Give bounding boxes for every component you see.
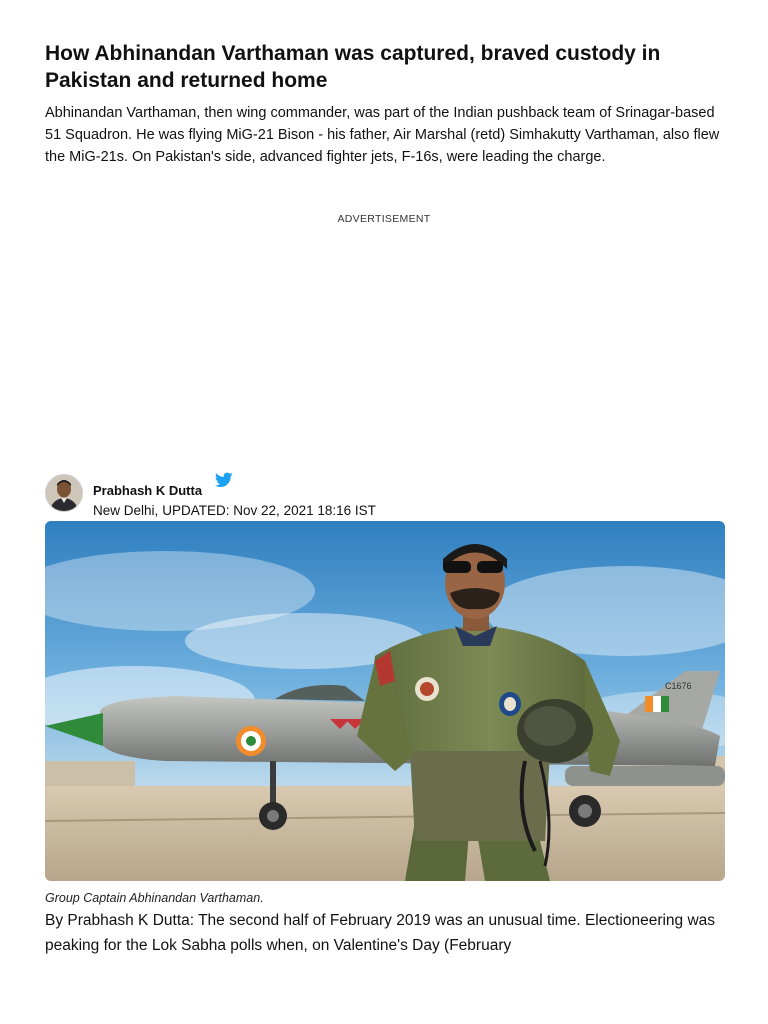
article-header	[45, 40, 725, 168]
byline	[45, 472, 725, 522]
author-avatar-image	[46, 475, 82, 511]
dateline	[93, 503, 380, 518]
article-body-paragraph: By Prabhash K Dutta: The second half of February 2019 was an unusual time. Electioneering was peaking for the Lok Sabha polls when, on Valentine's Day (February	[45, 912, 716, 954]
article-headline: How Abhinandan Varthaman was captured, braved custody in Pakistan and returned home	[45, 42, 661, 92]
article-summary: Abhinandan Varthaman, then wing commander, was part of the Indian pushback team of Srinagar-based 51 Squadron. He was flying MiG-21 Bison - his father, Air Marshal (retd) Simhakutty Varthaman, also flew the MiG-21s. On Pakistan's side, advanced fighter jets, F-16s, were leading the charge.	[45, 105, 720, 165]
dateline-location: New Delhi,	[93, 503, 159, 518]
hero-image	[45, 521, 725, 881]
advertisement-label: ADVERTISEMENT	[337, 213, 431, 225]
author-name-link[interactable]: Prabhash K Dutta	[93, 483, 203, 498]
hero-photo-illustration	[45, 521, 725, 881]
twitter-bird-icon[interactable]	[215, 472, 233, 488]
image-caption: Group Captain Abhinandan Varthaman.	[45, 891, 264, 905]
dateline-updated: UPDATED: Nov 22, 2021 18:16 IST	[162, 503, 376, 518]
aircraft-tail-number: C1676	[665, 681, 692, 691]
author-avatar[interactable]	[45, 474, 83, 512]
advertisement-slot	[45, 230, 725, 460]
